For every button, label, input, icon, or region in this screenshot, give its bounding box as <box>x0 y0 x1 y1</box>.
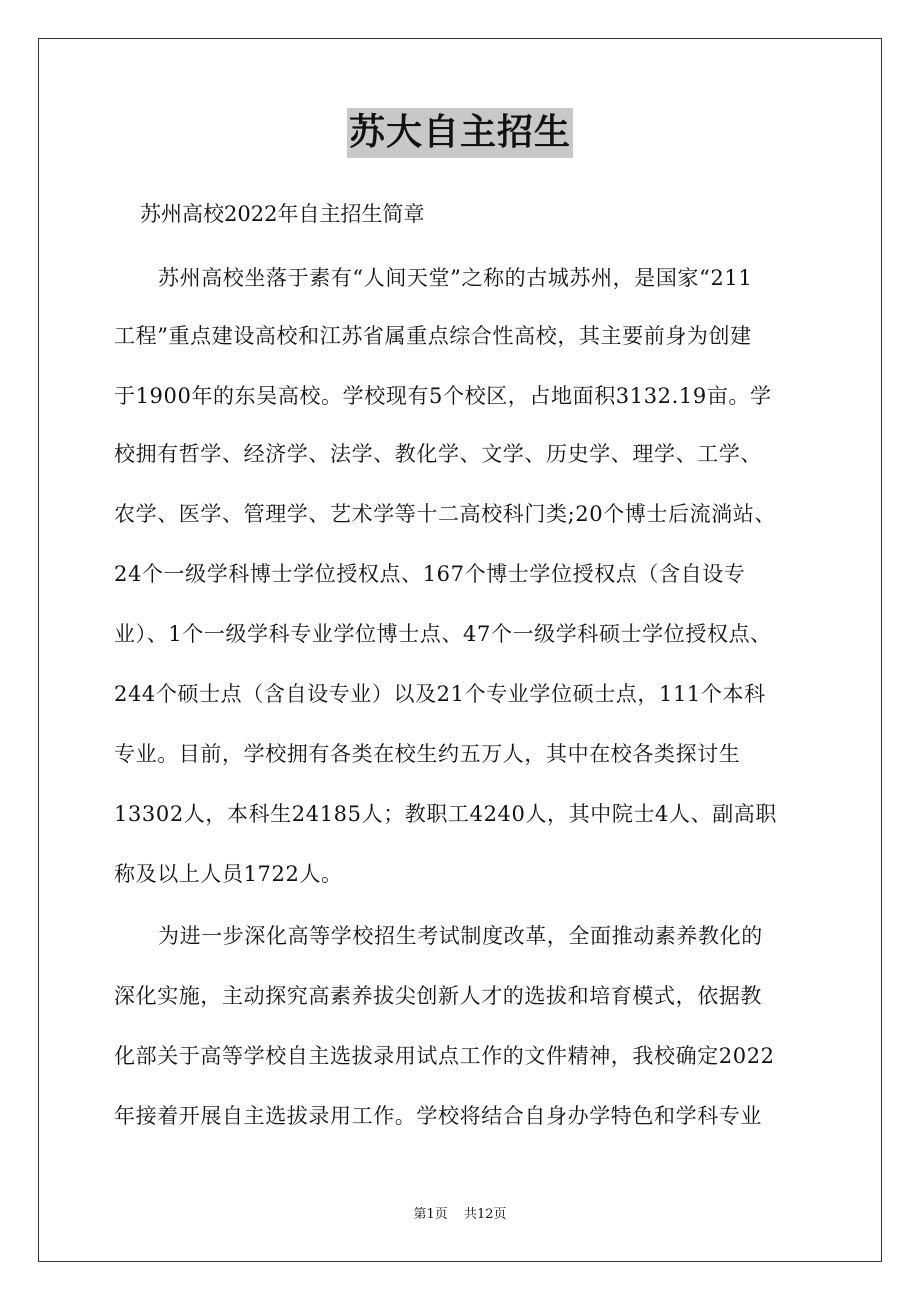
paragraph-line: 业）、1个一级学科专业学位博士点、47个一级学科硕士学位授权点、 <box>114 622 772 646</box>
document-title: 苏大自主招生 <box>347 108 573 158</box>
paragraph-line: 年接着开展自主选拔录用工作。学校将结合自身办学特色和学科专业 <box>114 1104 762 1128</box>
paragraph-line: 13302人，本科生24185人；教职工4240人，其中院士4人、副高职 <box>114 802 778 826</box>
paragraph-line: 专业。目前，学校拥有各类在校生约五万人，其中在校各类探讨生 <box>114 742 741 766</box>
page-number: 第1页 <box>413 1207 448 1222</box>
paragraph-line: 为进一步深化高等学校招生考试制度改革，全面推动素养教化的 <box>158 924 763 948</box>
paragraph-line: 校拥有哲学、经济学、法学、教化学、文学、历史学、理学、工学、 <box>114 442 762 466</box>
paragraph-line: 于1900年的东吴高校。学校现有5个校区，占地面积3132.19亩。学 <box>114 384 772 408</box>
paragraph-line: 化部关于高等学校自主选拔录用试点工作的文件精神，我校确定2022 <box>114 1044 775 1068</box>
paragraph-line: 24个一级学科博士学位授权点、167个博士学位授权点（含自设专 <box>114 562 746 586</box>
paragraph-line: 工程”重点建设高校和江苏省属重点综合性高校，其主要前身为创建 <box>114 324 752 348</box>
paragraph-line: 称及以上人员1722人。 <box>114 862 343 886</box>
page-footer <box>0 1206 920 1224</box>
paragraph-line: 244个硕士点（含自设专业）以及21个专业学位硕士点，111个本科 <box>114 682 766 706</box>
paragraph-line: 农学、医学、管理学、艺术学等十二高校科门类;20个博士后流淌站、 <box>114 502 776 526</box>
paragraph-line: 深化实施，主动探究高素养拔尖创新人才的选拔和培育模式，依据教 <box>114 984 762 1008</box>
paragraph-line: 苏州高校坐落于素有“人间天堂”之称的古城苏州，是国家“211 <box>158 266 753 290</box>
page-total: 共12页 <box>463 1207 507 1222</box>
title-wrap <box>0 108 920 158</box>
document-subtitle: 苏州高校2022年自主招生简章 <box>140 202 425 226</box>
